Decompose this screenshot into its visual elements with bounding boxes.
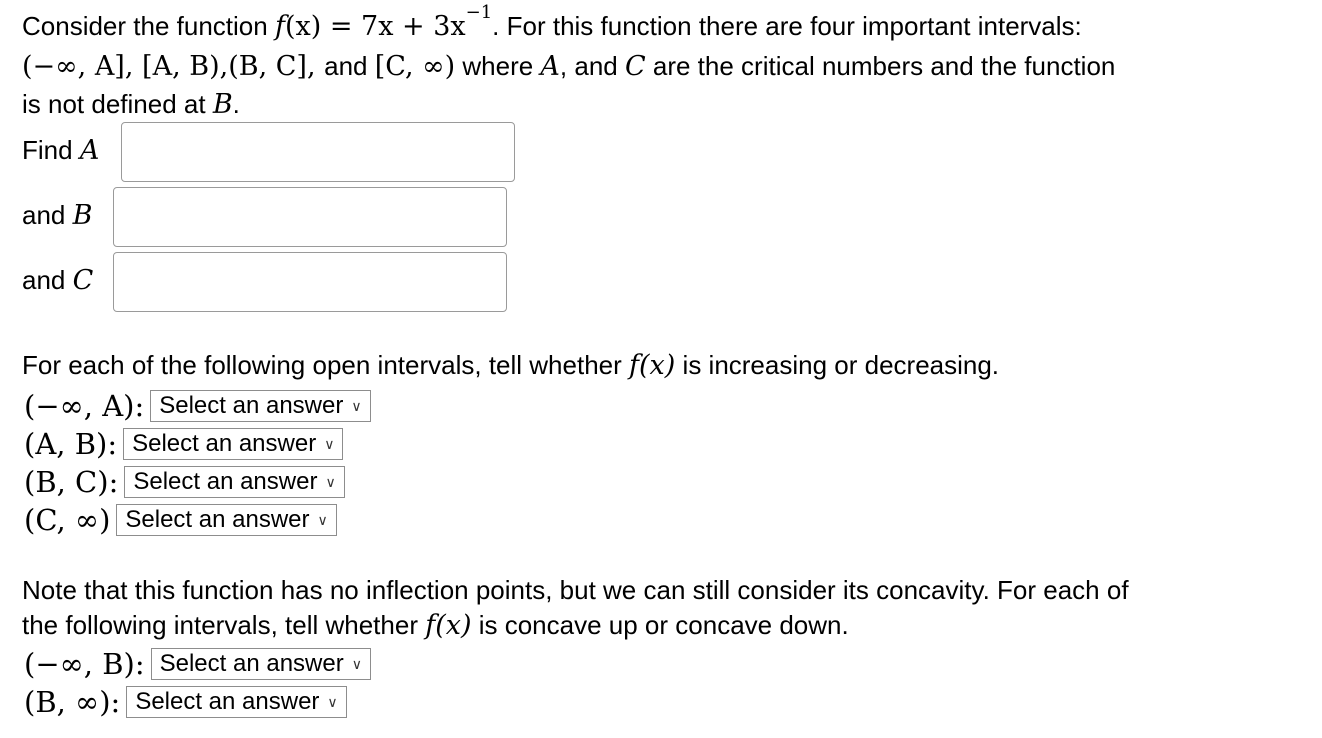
interval-label: (A, B): [24, 427, 118, 461]
concavity-line-2: the following intervals, tell whether f(x) is concave up or concave down. [22, 610, 849, 641]
interval-4: [C, ∞) [374, 51, 456, 82]
find-c-label: and C [22, 265, 94, 296]
intro-line-3 [22, 86, 240, 123]
chevron-down-icon: ∨ [324, 435, 335, 452]
intro-text: where [455, 51, 541, 81]
answer-select[interactable]: Select an answer ∨ [116, 504, 336, 536]
interval-3: (B, C] [228, 51, 307, 82]
var-c: C [624, 51, 646, 82]
answer-c-input[interactable] [113, 252, 507, 312]
intro-line-2: (−∞, A], [A, B),(B, C], and [C, ∞) where A, and C are the critical numbers and the function [22, 51, 1116, 82]
intro-text: . For this function there are four important intervals: [492, 11, 1082, 41]
function-ref: f(x) [629, 350, 676, 381]
function-ref: f(x) [425, 610, 472, 641]
intro-text: , and [559, 51, 625, 81]
answer-select[interactable]: Select an answer ∨ [126, 686, 346, 718]
chevron-down-icon: ∨ [351, 655, 362, 672]
answer-select[interactable]: Select an answer ∨ [151, 648, 371, 680]
interval-label: (−∞, B): [24, 647, 145, 681]
interval-label: (−∞, A): [24, 389, 145, 423]
intro-line-1 [22, 2, 1082, 45]
chevron-down-icon: ∨ [325, 473, 336, 490]
interval-label: (B, ∞): [24, 685, 121, 719]
interval-label: (B, C): [24, 465, 119, 499]
interval-1: (−∞, A] [22, 51, 125, 82]
chevron-down-icon: ∨ [317, 511, 328, 528]
var-a: A [540, 51, 560, 82]
interval-2: [A, B) [142, 51, 220, 82]
concavity-line-1: Note that this function has no inflection points, but we can still consider its concavity. For each of [22, 575, 1129, 605]
intro-text: and [324, 51, 368, 81]
concavity-row-2 [24, 683, 347, 721]
function-name: f [274, 11, 285, 42]
intro-text: are the critical numbers and the function [645, 51, 1116, 81]
increasing-row-2 [24, 425, 343, 463]
function-expression: (x) = 7x + 3x [284, 11, 466, 42]
increasing-row-1 [24, 387, 371, 425]
find-b-label: and B [22, 200, 93, 231]
increasing-prompt: For each of the following open intervals, tell whether f(x) is increasing or decreasing. [22, 350, 1000, 381]
intro-text: is not defined at [22, 89, 213, 119]
intro-text: Consider the function [22, 11, 275, 41]
find-a-label: Find A [22, 135, 100, 166]
chevron-down-icon: ∨ [327, 693, 338, 710]
intro-text: . [232, 89, 240, 119]
interval-label: (C, ∞) [24, 503, 111, 537]
chevron-down-icon: ∨ [351, 397, 362, 414]
increasing-row-4 [24, 501, 337, 539]
var-b: B [212, 89, 233, 120]
concavity-row-1 [24, 645, 371, 683]
answer-select[interactable]: Select an answer ∨ [123, 428, 343, 460]
function-exponent: −1 [465, 2, 493, 23]
answer-b-input[interactable] [113, 187, 507, 247]
answer-select[interactable]: Select an answer ∨ [124, 466, 344, 498]
answer-select[interactable]: Select an answer ∨ [150, 390, 370, 422]
answer-a-input[interactable] [121, 122, 515, 182]
increasing-row-3 [24, 463, 345, 501]
